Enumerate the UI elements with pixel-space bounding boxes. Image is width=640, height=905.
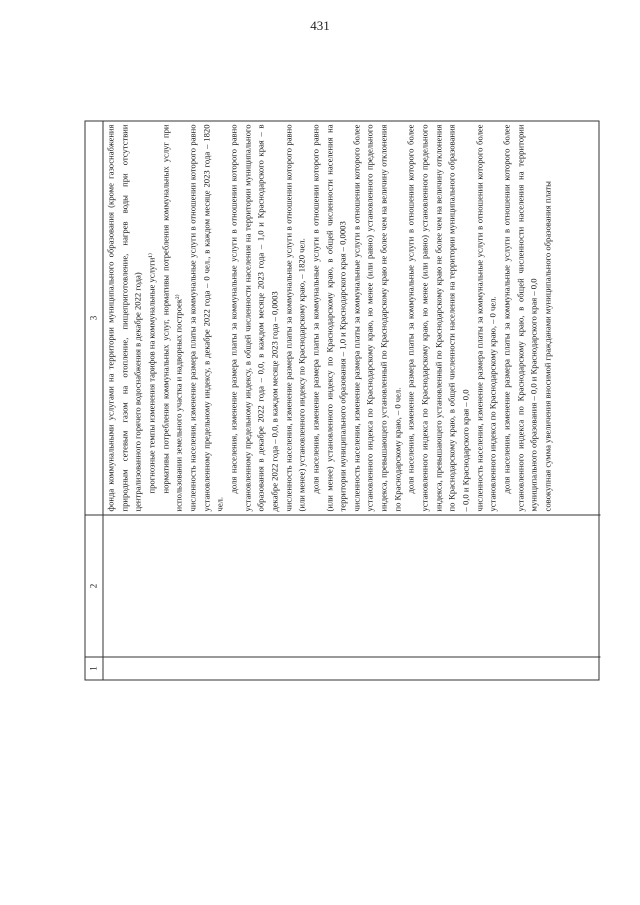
paragraph: доля населения, изменение размера платы за коммунальные услуги в отношении которого равно установленному предельному индексу, в общей численности населения на территории муниципального образования в декабре 2022 года – 0,0, в каждом месяце 2023 года – 1,0 и Краснодарского края – в декабре 2022 года – 0,0, в каждом месяце 2023 года – 0,0003 xyxy=(228,124,280,511)
body-col-2 xyxy=(104,514,601,656)
page-number: 431 xyxy=(310,18,330,33)
body-col-1 xyxy=(104,656,601,679)
body-col-3-text xyxy=(104,121,601,514)
paragraph: численность населения, изменение размера платы за коммунальные услуги в отношении которого равно (или менее) установленного индексу по Краснодарскому краю, – 1820 чел. xyxy=(283,124,307,511)
paragraph: численность населения, изменение размера платы за коммунальные услуги в отношении которого более установленного индекса по Краснодарскому краю, но менее (или равно) установленного предельного индекса, превышающего установленный по Краснодарскому краю не более чем на величину отклонения по Краснодарскому краю, – 0 чел. xyxy=(351,124,403,511)
header-col-2: 2 xyxy=(86,514,103,656)
paragraph: совокупная сумма увеличения вносимой гражданами муниципального образования платы xyxy=(542,180,553,511)
paragraph: прогнозные темпы изменения тарифов на коммунальные услуги¹⁾ xyxy=(146,252,157,493)
paragraph: численность населения, изменение размера платы за коммунальные услуги в отношении которого равно установленному предельному индексу, в декабре 2022 года – 0 чел., в каждом месяце 2023 года – 1820 чел. xyxy=(187,124,225,511)
paragraph: численность населения, изменение размера платы за коммунальные услуги в отношении которого более установленного индекса по Краснодарскому краю, – 0 чел. xyxy=(474,124,498,511)
paragraph: доля населения, изменение размера платы за коммунальные услуги в отношении которого равно (или менее) установленного индексу по Краснодарскому краю, в общей численности населения на территории муниципального образования – 1,0 и Краснодарского края – 0,0003 xyxy=(310,124,348,511)
table-body-row xyxy=(104,121,601,679)
paragraph: фонда коммунальными услугами на территории муниципального образования (кроме газоснабжения природным сетевым газом на отопление, пищеприготовление, нагрев воды при отсутствии централизованного горячего водоснабжения в декабре 2022 года) xyxy=(105,124,143,511)
paragraph: нормативы потребления коммунальных услуг, нормативы потребления коммунальных услуг при использовании земельного участка и надворных построек²⁾ xyxy=(160,124,184,511)
header-col-1: 1 xyxy=(86,656,103,679)
paragraph: доля населения, изменение размера платы за коммунальные услуги в отношении которого более установленного индекса по Краснодарскому краю, но менее (или равно) установленного предельного индекса, превышающего установленный по Краснодарскому краю не более чем на величину отклонения по Краснодарскому краю, в общей численности населения на территории муниципального образования – 0,0 и Краснодарского края – 0,0 xyxy=(405,124,471,511)
header-col-3: 3 xyxy=(88,315,99,320)
paragraph: доля населения, изменение размера платы за коммунальные услуги в отношении которого более установленного индекса по Краснодарскому краю, в общей численности населения на территории муниципального образования – 0,0 и Краснодарского края – 0,0 xyxy=(501,124,539,511)
rotated-table xyxy=(85,120,600,680)
table-header-row xyxy=(86,121,104,679)
